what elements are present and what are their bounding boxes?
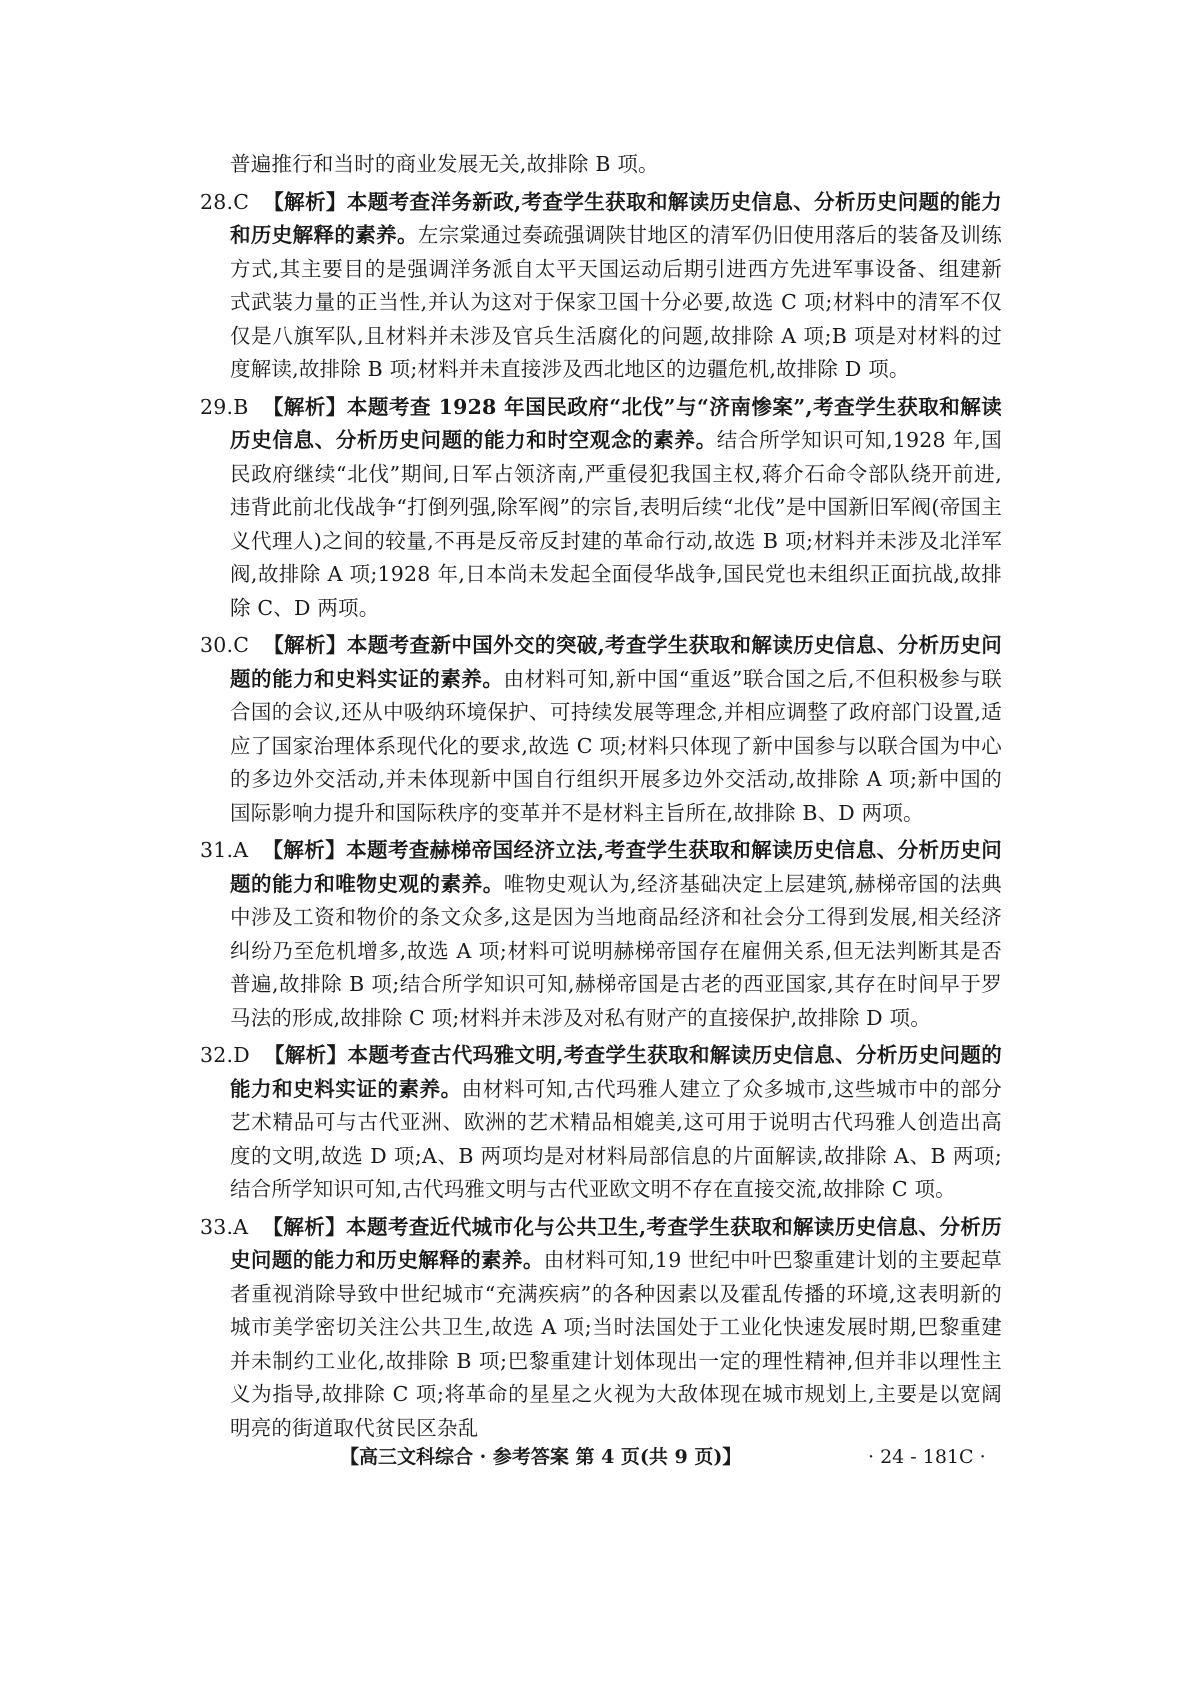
analysis-tag: 【解析】 xyxy=(262,1214,347,1239)
question-number: 33. xyxy=(200,1214,234,1239)
analysis-tag: 【解析】 xyxy=(263,633,347,657)
answer-item-31 xyxy=(200,834,1002,1035)
answer-item-30 xyxy=(200,629,1002,830)
question-focus: 本题考查 1928 年国民政府“北伐”与“济南惨案”,考查学生获取和解读历史信息、分析历史问题的能力和时空观念的素养。 xyxy=(230,394,1002,452)
answer-item-32 xyxy=(200,1039,1002,1207)
question-focus: 本题考查新中国外交的突破,考查学生获取和解读历史信息、分析历史问题的能力和史料实证的素养。 xyxy=(230,633,1002,691)
answer-content xyxy=(200,148,1002,1449)
page-footer xyxy=(0,1440,1200,1474)
question-focus: 本题考查古代玛雅文明,考查学生获取和解读历史信息、分析历史问题的能力和史料实证的素养。 xyxy=(230,1043,1002,1101)
analysis-body: 唯物史观认为,经济基础决定上层建筑,赫梯帝国的法典中涉及工资和物价的条文众多,这是因为当地商品经济和社会分工得到发展,相关经济纠纷乃至危机增多,故选 A 项;材料可说明赫梯帝国存在雇佣关系,但无法判断其是否普遍,故排除 B 项;结合所学知识可知,赫梯帝国是古老的西亚国家,其存在时间早于罗马法的形成,故排除 C 项;材料并未涉及对私有财产的直接保护,故排除 D 项。 xyxy=(230,871,1002,1030)
continued-paragraph: 普遍推行和当时的商业发展无关,故排除 B 项。 xyxy=(230,152,659,176)
analysis-body: 由材料可知,19 世纪中叶巴黎重建计划的主要起草者重视消除导致中世纪城市“充满疾病”的各种因素以及霍乱传播的环境,这表明新的城市美学密切关注公共卫生,故选 A 项;当时法国处于工业化快速发展时期,巴黎重建并未制约工业化,故排除 B 项;巴黎重建计划体现出一定的理性精神,但并非以理性主义为指导,故排除 C 项;将革命的星星之火视为大敌体现在城市规划上,主要是以宽阔明亮的街道取代贫民区杂乱 xyxy=(230,1248,1002,1440)
analysis-body: 左宗棠通过奏疏强调陕甘地区的清军仍旧使用落后的装备及训练方式,其主要目的是强调洋务派自太平天国运动后期引进西方先进军事设备、组建新式武装力量的正当性,并认为这对于保家卫国十分必要,故选 C 项;材料中的清军不仅仅是八旗军队,且材料并未涉及官兵生活腐化的问题,故排除 A 项;B 项是对材料的过度解读,故排除 B 项;材料并未直接涉及西北地区的边疆危机,故排除 D 项。 xyxy=(230,223,1002,381)
answer-letter: B xyxy=(233,394,249,419)
question-focus: 本题考查洋务新政,考查学生获取和解读历史信息、分析历史问题的能力和历史解释的素养。 xyxy=(230,189,1002,247)
analysis-body: 结合所学知识可知,1928 年,国民政府继续“北伐”期间,日军占领济南,严重侵犯我国主权,蒋介石命令部队绕开前进,违背此前北伐战争“打倒列强,除军阀”的宗旨,表明后续“北伐”是中国新旧军阀(帝国主义代理人)之间的较量,不再是反帝反封建的革命行动,故选 B 项;材料并未涉及北洋军阀,故排除 A 项;1928 年,日本尚未发起全面侵华战争,国民党也未组织正面抗战,故排除 C、D 两项。 xyxy=(230,428,1002,620)
analysis-tag: 【解析】 xyxy=(263,189,347,214)
analysis-body: 由材料可知,新中国“重返”联合国之后,不但积极参与联合国的会议,还从中吸纳环境保护、可持续发展等理念,并相应调整了政府部门设置,适应了国家治理体系现代化的要求,故选 C 项;材料只体现了新中国参与以联合国为中心的多边外交活动,并未体现新中国自行组织开展多边外交活动,故排除 A 项;新中国的国际影响力提升和国际秩序的变革并不是材料主旨所在,故排除 B、D 两项。 xyxy=(230,666,1002,825)
answer-letter: A xyxy=(233,1214,249,1239)
analysis-tag: 【解析】 xyxy=(262,394,347,419)
question-number: 29. xyxy=(200,394,234,419)
footer-title: 【高三文科综合 · 参考答案 第 4 页(共 9 页)】 xyxy=(340,1446,742,1468)
question-focus: 本题考查赫梯帝国经济立法,考查学生获取和解读历史信息、分析历史问题的能力和唯物史观的素养。 xyxy=(230,838,1002,896)
answer-item-33 xyxy=(200,1211,1002,1446)
answer-letter: C xyxy=(233,633,250,657)
answer-item-29 xyxy=(200,391,1002,626)
answer-letter: A xyxy=(233,838,249,862)
answer-letter: D xyxy=(233,1043,250,1067)
analysis-tag: 【解析】 xyxy=(262,838,347,862)
answer-item-28 xyxy=(200,186,1002,387)
question-focus: 本题考查近代城市化与公共卫生,考查学生获取和解读历史信息、分析历史问题的能力和历史解释的素养。 xyxy=(230,1214,1002,1272)
question-number: 32. xyxy=(200,1043,234,1067)
question-number: 28. xyxy=(200,189,234,214)
paper-code: · 24 - 181C · xyxy=(868,1446,986,1468)
question-number: 30. xyxy=(200,633,234,657)
answer-letter: C xyxy=(233,189,250,214)
analysis-body: 由材料可知,古代玛雅人建立了众多城市,这些城市中的部分艺术精品可与古代亚洲、欧洲的艺术精品相媲美,这可用于说明古代玛雅人创造出高度的文明,故选 D 项;A、B 两项均是对材料局部信息的片面解读,故排除 A、B 两项;结合所学知识可知,古代玛雅文明与古代亚欧文明不存在直接交流,故排除 C 项。 xyxy=(230,1076,1002,1201)
analysis-tag: 【解析】 xyxy=(263,1043,348,1067)
question-number: 31. xyxy=(200,838,234,862)
